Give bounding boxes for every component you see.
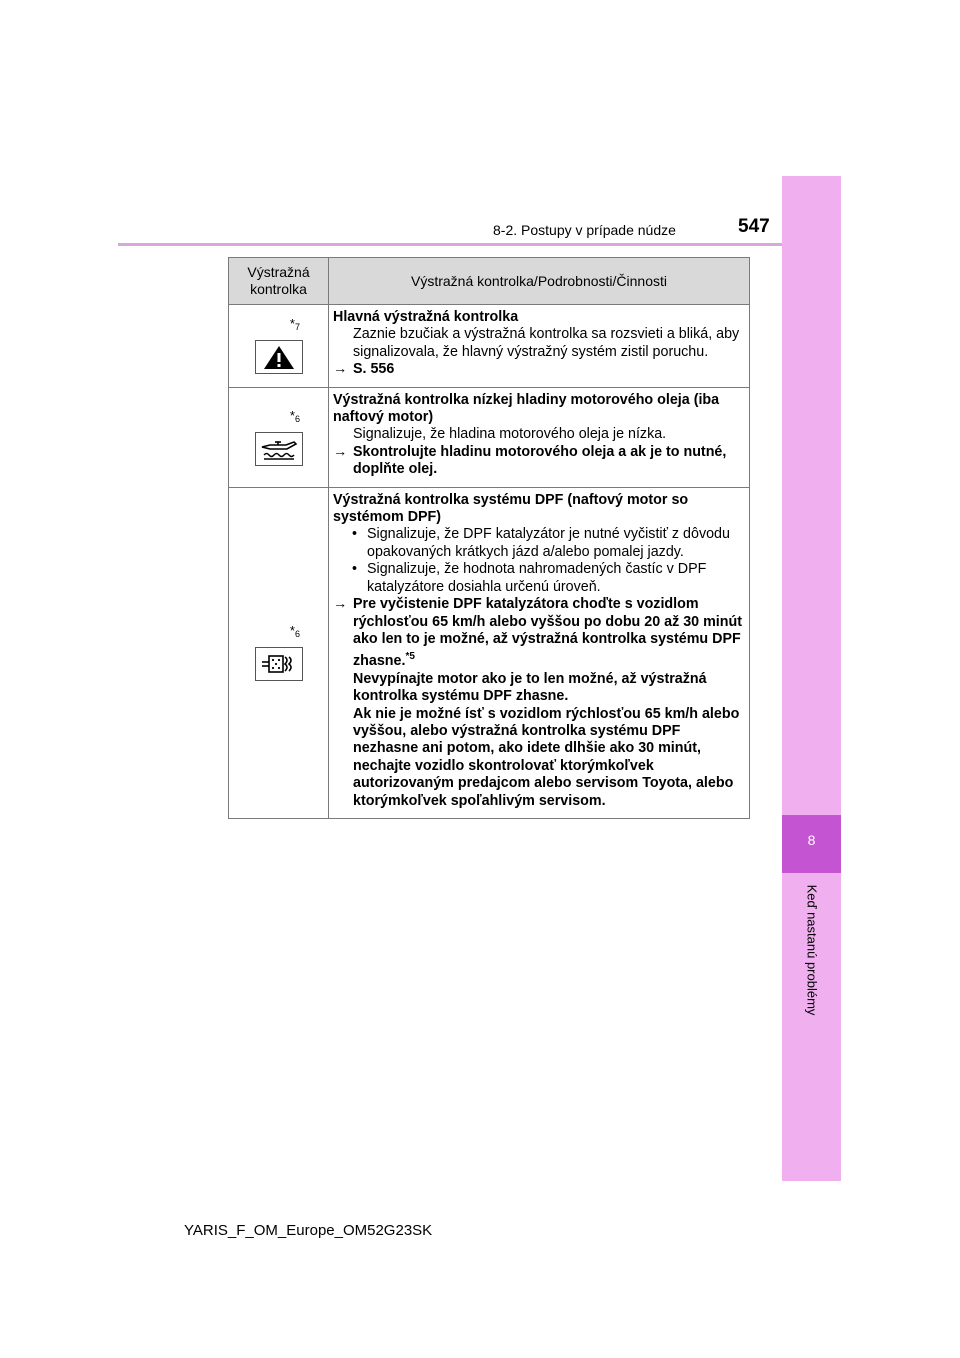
header-rule bbox=[118, 243, 841, 246]
details-cell bbox=[329, 305, 750, 388]
details-cell bbox=[329, 487, 750, 818]
table-header-row bbox=[229, 258, 750, 305]
indicator-cell bbox=[229, 387, 329, 487]
page-number: 547 bbox=[738, 216, 770, 237]
warning-action: → S. 556 bbox=[333, 361, 395, 378]
table-row bbox=[229, 487, 750, 818]
warning-action-note: Nevypínajte motor ako je to len možné, až výstražná kontrolka systému DPF zhasne. bbox=[353, 670, 707, 705]
side-tab-strip bbox=[782, 176, 841, 1181]
master-warning-triangle-icon bbox=[255, 340, 303, 374]
warning-title: Výstražná kontrolka nízkej hladiny motorového oleja (iba naftový motor) bbox=[333, 391, 720, 426]
footnote-ref: $*_6$ bbox=[289, 623, 300, 640]
chapter-tab[interactable] bbox=[782, 815, 841, 873]
warning-title: Výstražná kontrolka systému DPF (naftový motor so systémom DPF) bbox=[333, 491, 689, 526]
section-title: 8-2. Postupy v prípade núdze bbox=[493, 222, 676, 238]
table-row bbox=[229, 387, 750, 487]
warning-description: Signalizuje, že hladina motorového oleja je nízka. bbox=[353, 426, 667, 443]
warning-title: Hlavná výstražná kontrolka bbox=[333, 309, 519, 325]
column-header-indicator: Výstražná kontrolka bbox=[229, 258, 329, 305]
warning-light-table bbox=[228, 257, 750, 819]
footnote-ref: $*_6$ bbox=[289, 407, 300, 424]
warning-action: → Skontrolujte hladinu motorového oleja a ak je to nutné, doplňte olej. bbox=[333, 443, 727, 478]
arrow-icon: → bbox=[333, 596, 348, 613]
chapter-title: Keď nastanú problémy bbox=[804, 884, 820, 1016]
indicator-cell bbox=[229, 305, 329, 388]
bullet-item: • Signalizuje, že DPF katalyzátor je nutné vyčistiť z dôvodu opakovaných krátkych jázd a/alebo pomalej jazdy. bbox=[352, 526, 730, 560]
column-header-details: Výstražná kontrolka/Podrobnosti/Činnosti bbox=[329, 258, 750, 305]
arrow-icon: → bbox=[333, 443, 348, 460]
table-row bbox=[229, 305, 750, 388]
chapter-number: 8 bbox=[807, 832, 816, 848]
dpf-system-icon bbox=[255, 647, 303, 681]
details-cell bbox=[329, 387, 750, 487]
footnote-ref: *5 bbox=[405, 651, 415, 663]
low-oil-level-icon bbox=[255, 432, 303, 466]
warning-action: → Pre vyčistenie DPF katalyzátora choďte s vozidlom rýchlosťou 65 km/h alebo vyššou po dobu 20 až 30 minút ako len to je možné, až výstražná kontrolka systému DPF zhasne.$^{*5}$ bbox=[333, 596, 742, 670]
warning-action-note: Ak nie je možné ísť s vozidlom rýchlosťou 65 km/h alebo vyššou, alebo výstražná kontrolka systému DPF nezhasne ani potom, ako idete dlhšie ako 30 minút, nechajte vozidlo skontrolovať ktorýmkoľvek autorizovaným predajcom alebo servisom Toyota, alebo ktorýmkoľvek spoľahlivým servisom. bbox=[353, 705, 740, 809]
indicator-cell bbox=[229, 487, 329, 818]
warning-description: Zaznie bzučiak a výstražná kontrolka sa rozsvieti a bliká, aby signalizovala, že hlavný výstražný systém zistil poruchu. bbox=[353, 326, 740, 360]
arrow-icon: → bbox=[333, 361, 348, 378]
bullet-item: • Signalizuje, že hodnota nahromadených častíc v DPF katalyzátore dosiahla určenú úroveň. bbox=[352, 561, 707, 595]
footnote-ref: $*_7$ bbox=[289, 316, 300, 333]
document-code: YARIS_F_OM_Europe_OM52G23SK bbox=[184, 1222, 433, 1239]
